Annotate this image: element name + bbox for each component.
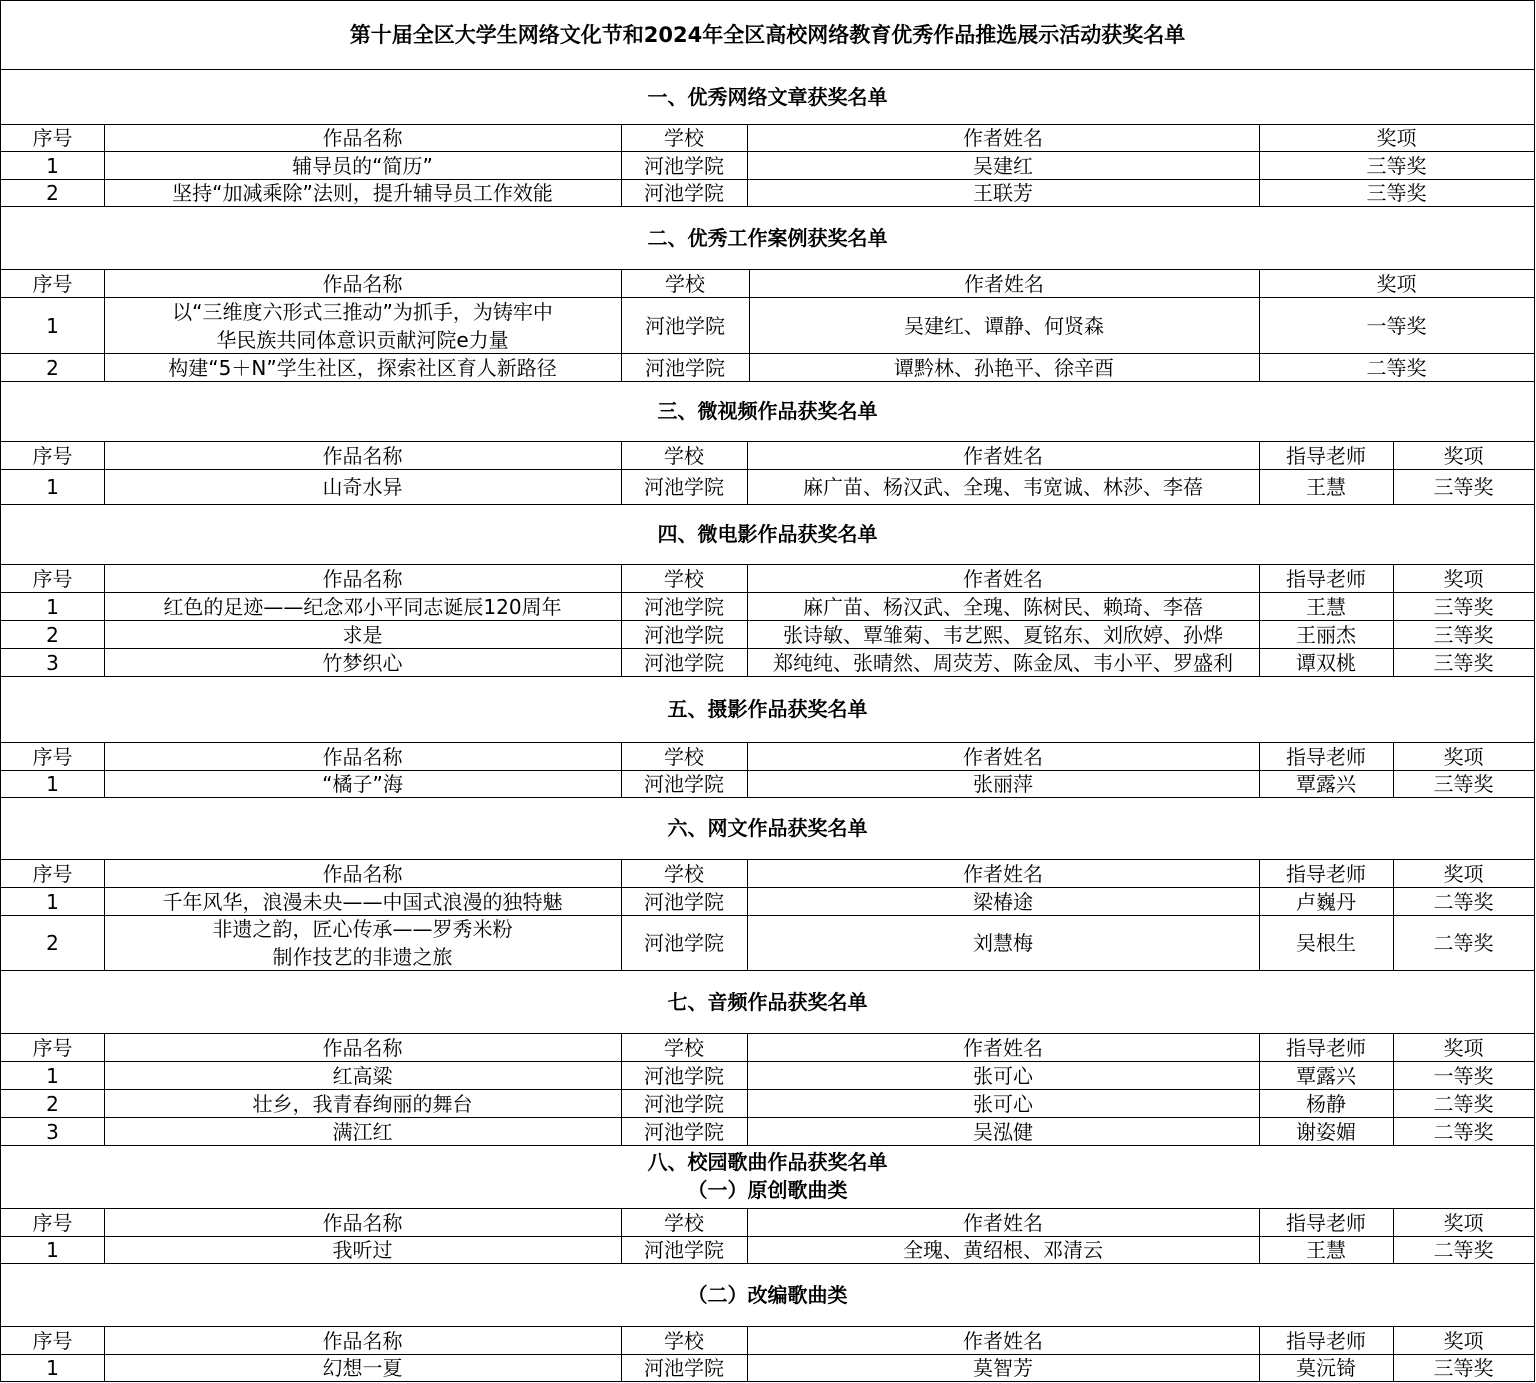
header-serial: 序号 bbox=[32, 861, 73, 886]
cell-work-name bbox=[104, 1090, 621, 1117]
cell-work-name bbox=[104, 1355, 621, 1381]
header-award: 奖项 bbox=[1443, 443, 1484, 468]
header-teacher: 指导老师 bbox=[1286, 1210, 1366, 1235]
cell-award: 三等奖 bbox=[1366, 153, 1427, 178]
cell-author: 王联芳 bbox=[973, 181, 1033, 205]
section-title: 五、摄影作品获奖名单 bbox=[667, 697, 868, 721]
cell-author: 麻广苗、杨汉武、全瑰、陈树民、赖琦、李蓓 bbox=[803, 594, 1203, 619]
section-title: 六、网文作品获奖名单 bbox=[667, 816, 868, 840]
cell-serial: 2 bbox=[46, 1091, 59, 1116]
cell-serial: 3 bbox=[46, 650, 59, 675]
grid-line-h bbox=[1, 1381, 1535, 1382]
section-subtitle: （一）原创歌曲类 bbox=[687, 1178, 848, 1202]
document-title: 第十届全区大学生网络文化节和2024年全区高校网络教育优秀作品推选展示活动获奖名单 bbox=[349, 22, 1186, 47]
cell-award: 三等奖 bbox=[1433, 772, 1494, 796]
header-teacher: 指导老师 bbox=[1286, 1328, 1366, 1353]
work-name-line: 以“三维度六形式三推动”为抓手，为铸牢中 bbox=[172, 299, 553, 324]
header-serial: 序号 bbox=[32, 744, 73, 769]
section-title: （二）改编歌曲类 bbox=[687, 1282, 848, 1307]
header-author: 作者姓名 bbox=[963, 1328, 1043, 1353]
header-serial: 序号 bbox=[32, 1035, 73, 1060]
cell-award: 三等奖 bbox=[1433, 622, 1494, 647]
cell-serial: 1 bbox=[46, 594, 59, 619]
cell-serial: 1 bbox=[46, 1063, 59, 1088]
cell-work-name bbox=[104, 152, 621, 179]
cell-school: 河池学院 bbox=[644, 772, 724, 796]
cell-work-name bbox=[104, 771, 621, 797]
header-work-name: 作品名称 bbox=[322, 861, 403, 886]
header-school: 学校 bbox=[665, 271, 705, 296]
cell-work-name bbox=[104, 621, 621, 648]
header-school: 学校 bbox=[664, 861, 704, 886]
cell-author: 张可心 bbox=[973, 1063, 1033, 1088]
header-serial: 序号 bbox=[32, 271, 73, 296]
cell-school: 河池学院 bbox=[644, 153, 724, 178]
work-name-line: 求是 bbox=[342, 622, 383, 647]
header-author: 作者姓名 bbox=[963, 1210, 1043, 1235]
header-author: 作者姓名 bbox=[963, 744, 1043, 769]
header-serial: 序号 bbox=[32, 126, 73, 150]
cell-work-name bbox=[104, 1237, 621, 1263]
cell-work-name bbox=[104, 180, 621, 206]
work-name-line: 山奇水异 bbox=[322, 475, 403, 499]
cell-award: 二等奖 bbox=[1433, 1119, 1494, 1144]
cell-school: 河池学院 bbox=[644, 622, 724, 647]
cell-award: 二等奖 bbox=[1433, 889, 1494, 914]
header-award: 奖项 bbox=[1443, 744, 1484, 769]
cell-award: 三等奖 bbox=[1366, 181, 1427, 205]
work-name-line: 我听过 bbox=[332, 1238, 393, 1262]
header-award: 奖项 bbox=[1376, 271, 1417, 296]
cell-school: 河池学院 bbox=[644, 889, 724, 914]
cell-serial: 2 bbox=[46, 622, 59, 647]
cell-teacher: 王丽杰 bbox=[1296, 622, 1356, 647]
cell-serial: 1 bbox=[46, 1238, 59, 1262]
cell-teacher: 卢巍丹 bbox=[1296, 889, 1356, 914]
section-title: 四、微电影作品获奖名单 bbox=[657, 522, 878, 546]
header-work-name: 作品名称 bbox=[322, 126, 403, 150]
header-school: 学校 bbox=[664, 744, 704, 769]
header-work-name: 作品名称 bbox=[322, 566, 403, 591]
work-name-line: “橘子”海 bbox=[322, 772, 403, 796]
cell-award: 二等奖 bbox=[1433, 1238, 1494, 1262]
grid-line-v bbox=[1534, 0, 1535, 1382]
cell-school: 河池学院 bbox=[644, 181, 724, 205]
cell-work-name bbox=[104, 470, 621, 504]
cell-author: 吴建红、谭静、何贤森 bbox=[904, 313, 1104, 338]
header-award: 奖项 bbox=[1443, 1210, 1484, 1235]
cell-award: 二等奖 bbox=[1433, 1091, 1494, 1116]
cell-school: 河池学院 bbox=[645, 355, 725, 380]
cell-school: 河池学院 bbox=[644, 650, 724, 675]
work-name-line: 红高粱 bbox=[332, 1063, 393, 1088]
header-author: 作者姓名 bbox=[963, 861, 1043, 886]
work-name-line: 竹梦织心 bbox=[322, 650, 403, 675]
work-name-line: 幻想一夏 bbox=[322, 1356, 403, 1380]
cell-school: 河池学院 bbox=[644, 1238, 724, 1262]
header-serial: 序号 bbox=[32, 1210, 73, 1235]
cell-serial: 2 bbox=[46, 931, 59, 955]
cell-school: 河池学院 bbox=[644, 594, 724, 619]
cell-serial: 2 bbox=[46, 181, 59, 205]
header-work-name: 作品名称 bbox=[322, 1035, 403, 1060]
work-name-line: 制作技艺的非遗之旅 bbox=[272, 945, 453, 969]
cell-teacher: 覃露兴 bbox=[1296, 772, 1356, 796]
section-title: 八、校园歌曲作品获奖名单 bbox=[647, 1150, 888, 1174]
cell-author: 张诗敏、覃雏菊、韦艺熙、夏铭东、刘欣婷、孙烨 bbox=[783, 622, 1223, 647]
header-teacher: 指导老师 bbox=[1286, 861, 1366, 886]
header-award: 奖项 bbox=[1443, 861, 1484, 886]
cell-author: 郑纯纯、张晴然、周荧芳、陈金凤、韦小平、罗盛利 bbox=[773, 650, 1233, 675]
work-name-line: 辅导员的“简历” bbox=[292, 153, 433, 178]
header-teacher: 指导老师 bbox=[1286, 744, 1366, 769]
cell-teacher: 王慧 bbox=[1306, 1238, 1346, 1262]
header-award: 奖项 bbox=[1443, 1328, 1484, 1353]
header-teacher: 指导老师 bbox=[1286, 566, 1366, 591]
cell-award: 三等奖 bbox=[1433, 594, 1494, 619]
cell-author: 麻广苗、杨汉武、全瑰、韦宽诚、林莎、李蓓 bbox=[803, 475, 1203, 499]
cell-school: 河池学院 bbox=[644, 475, 724, 499]
cell-author: 全瑰、黄绍根、邓清云 bbox=[903, 1238, 1103, 1262]
header-school: 学校 bbox=[664, 566, 704, 591]
work-name-line: 华民族共同体意识贡献河院e力量 bbox=[216, 327, 509, 352]
cell-work-name bbox=[104, 1062, 621, 1089]
header-author: 作者姓名 bbox=[963, 126, 1043, 150]
header-author: 作者姓名 bbox=[964, 271, 1044, 296]
cell-teacher: 覃露兴 bbox=[1296, 1063, 1356, 1088]
cell-author: 张丽萍 bbox=[973, 772, 1033, 796]
work-name-line: 壮乡，我青春绚丽的舞台 bbox=[252, 1091, 473, 1116]
header-school: 学校 bbox=[664, 443, 704, 468]
cell-award: 二等奖 bbox=[1433, 931, 1494, 955]
cell-school: 河池学院 bbox=[644, 1063, 724, 1088]
cell-teacher: 王慧 bbox=[1306, 594, 1346, 619]
cell-school: 河池学院 bbox=[645, 313, 725, 338]
header-author: 作者姓名 bbox=[963, 566, 1043, 591]
cell-teacher: 王慧 bbox=[1306, 475, 1346, 499]
cell-author: 谭黔林、孙艳平、徐辛酉 bbox=[894, 355, 1114, 380]
cell-serial: 2 bbox=[46, 355, 59, 380]
cell-award: 一等奖 bbox=[1433, 1063, 1494, 1088]
cell-teacher: 莫沅锜 bbox=[1296, 1356, 1356, 1380]
cell-award: 三等奖 bbox=[1433, 650, 1494, 675]
cell-award: 二等奖 bbox=[1366, 355, 1427, 380]
header-school: 学校 bbox=[664, 1035, 704, 1060]
header-award: 奖项 bbox=[1443, 566, 1484, 591]
cell-work-name bbox=[104, 649, 621, 676]
cell-teacher: 谢姿媚 bbox=[1296, 1119, 1356, 1144]
cell-teacher: 吴根生 bbox=[1296, 931, 1356, 955]
cell-author: 刘慧梅 bbox=[973, 931, 1033, 955]
cell-work-name bbox=[104, 593, 621, 620]
cell-award: 三等奖 bbox=[1433, 1356, 1494, 1380]
section-title: 三、微视频作品获奖名单 bbox=[657, 399, 878, 423]
header-serial: 序号 bbox=[32, 566, 73, 591]
header-teacher: 指导老师 bbox=[1286, 443, 1366, 468]
cell-author: 梁椿途 bbox=[973, 889, 1033, 914]
work-name-line: 千年风华，浪漫未央——中国式浪漫的独特魅 bbox=[162, 889, 563, 914]
cell-award: 三等奖 bbox=[1433, 475, 1494, 499]
cell-award: 一等奖 bbox=[1366, 313, 1427, 338]
header-work-name: 作品名称 bbox=[322, 271, 403, 296]
cell-work-name bbox=[104, 1118, 621, 1145]
header-work-name: 作品名称 bbox=[322, 1210, 403, 1235]
header-author: 作者姓名 bbox=[963, 443, 1043, 468]
work-name-line: 构建“5＋N”学生社区，探索社区育人新路径 bbox=[168, 355, 557, 380]
section-title: 一、优秀网络文章获奖名单 bbox=[647, 85, 888, 109]
work-name-line: 红色的足迹——纪念邓小平同志诞辰120周年 bbox=[163, 594, 562, 619]
header-school: 学校 bbox=[664, 1210, 704, 1235]
cell-work-name bbox=[104, 916, 621, 970]
cell-author: 莫智芳 bbox=[973, 1356, 1033, 1380]
header-award: 奖项 bbox=[1443, 1035, 1484, 1060]
cell-serial: 1 bbox=[46, 313, 59, 338]
work-name-line: 非遗之韵，匠心传承——罗秀米粉 bbox=[212, 917, 513, 941]
cell-school: 河池学院 bbox=[644, 1356, 724, 1380]
header-award: 奖项 bbox=[1376, 126, 1417, 150]
header-school: 学校 bbox=[664, 126, 704, 150]
cell-work-name bbox=[104, 888, 621, 915]
cell-author: 张可心 bbox=[973, 1091, 1033, 1116]
header-work-name: 作品名称 bbox=[322, 744, 403, 769]
cell-serial: 1 bbox=[46, 1356, 59, 1380]
cell-school: 河池学院 bbox=[644, 931, 724, 955]
work-name-line: 坚持“加减乘除”法则，提升辅导员工作效能 bbox=[172, 181, 553, 205]
cell-author: 吴建红 bbox=[973, 153, 1033, 178]
header-teacher: 指导老师 bbox=[1286, 1035, 1366, 1060]
cell-work-name bbox=[104, 354, 621, 381]
cell-serial: 1 bbox=[46, 153, 59, 178]
section-title: 七、音频作品获奖名单 bbox=[667, 989, 868, 1014]
cell-work-name bbox=[104, 298, 621, 353]
header-school: 学校 bbox=[664, 1328, 704, 1353]
cell-serial: 1 bbox=[46, 889, 59, 914]
header-work-name: 作品名称 bbox=[322, 1328, 403, 1353]
cell-serial: 1 bbox=[46, 772, 59, 796]
cell-serial: 3 bbox=[46, 1119, 59, 1144]
header-work-name: 作品名称 bbox=[322, 443, 403, 468]
header-serial: 序号 bbox=[32, 1328, 73, 1353]
header-serial: 序号 bbox=[32, 443, 73, 468]
grid-line-h bbox=[1, 1145, 1535, 1146]
work-name-line: 满江红 bbox=[332, 1119, 393, 1144]
cell-teacher: 杨静 bbox=[1306, 1091, 1346, 1116]
cell-school: 河池学院 bbox=[644, 1119, 724, 1144]
header-author: 作者姓名 bbox=[963, 1035, 1043, 1060]
cell-author: 吴泓健 bbox=[973, 1119, 1033, 1144]
cell-teacher: 谭双桃 bbox=[1296, 650, 1356, 675]
cell-school: 河池学院 bbox=[644, 1091, 724, 1116]
cell-serial: 1 bbox=[46, 475, 59, 499]
section-title: 二、优秀工作案例获奖名单 bbox=[647, 225, 888, 250]
